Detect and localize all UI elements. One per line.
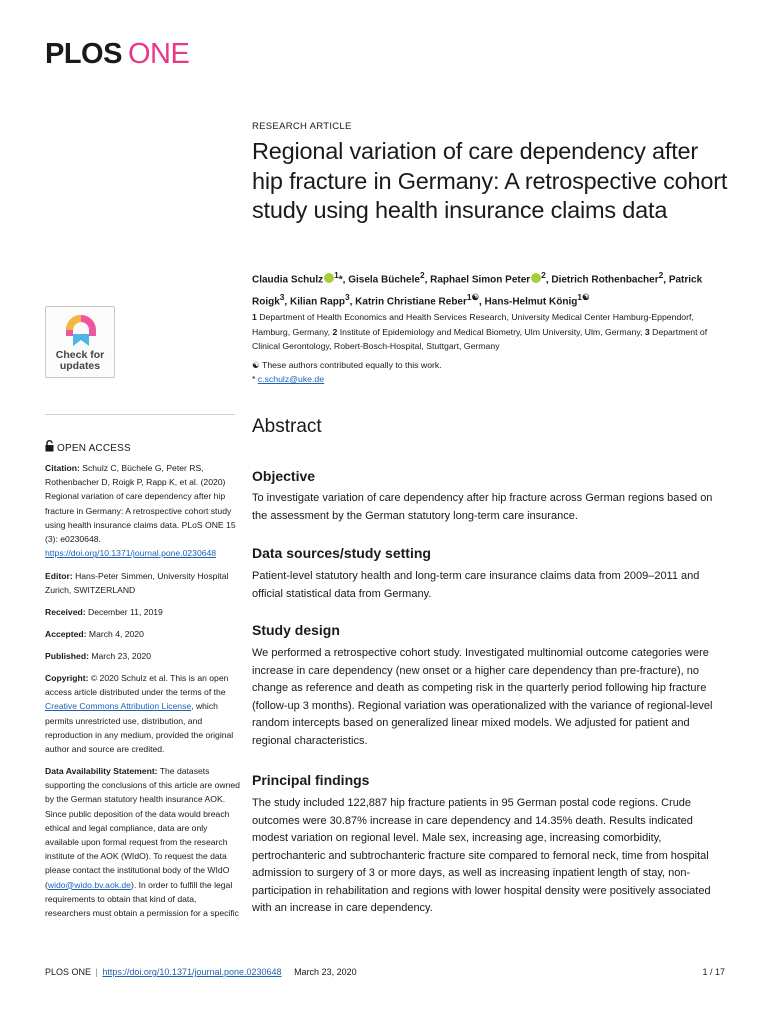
page-footer <box>45 967 725 977</box>
sources-heading: Data sources/study setting <box>252 545 431 561</box>
author-notes <box>252 358 722 386</box>
accepted-block <box>45 627 240 641</box>
data-availability-text-2: ). In order to fulfill the legal requirements to obtain that kind of data, researchers must obtain a permission for a specific <box>45 879 239 919</box>
license-link[interactable]: Creative Commons Attribution License <box>45 701 192 712</box>
journal-logo <box>45 38 189 71</box>
findings-text: The study included 122,887 hip fracture patients in 95 German postal code regions. Crude outcomes were 30.87% increase in care dependency and 14.35% death. Results indicated modest variation on regional level. Male sex, increasing age, increasing comorbidity, pertrochanteric and subtrochanteric fracture site compared to femoral neck, time from hospital admission to surgery of 3 or more days, as well as increasing inpatient length of stay, non-participation in rehabilitation and regions with lower hospital density were positively associated with an increase in care dependency. <box>252 797 711 914</box>
orcid-icon[interactable] <box>531 273 541 283</box>
findings-heading: Principal findings <box>252 772 370 788</box>
data-availability-label: Data Availability Statement: <box>45 766 158 776</box>
design-heading: Study design <box>252 622 340 638</box>
left-divider <box>45 414 235 415</box>
page-number: 1 / 17 <box>702 967 725 977</box>
affil-text: Institute of Epidemiology and Medical Biometry, Ulm University, Ulm, Germany, <box>337 326 645 337</box>
footer-date: March 23, 2020 <box>294 967 357 977</box>
author-list <box>252 267 722 311</box>
open-access-label <box>45 440 131 454</box>
author-affil: 2 <box>658 270 664 280</box>
received-date: December 11, 2019 <box>85 607 163 617</box>
design-text: We performed a retrospective cohort study. Investigated multinomial outcome categories were increase in care dependency (new onset or a higher care dependency than pre-fracture), no change as reference and death as competing risk in the quarterly period following hip fracture (follow-up 3 months). Regional variation was operationalized with the variance of regional-level random intercepts based on generalized linear mixed models. We adjusted for patient and regional characteristics. <box>252 647 713 747</box>
author-name[interactable]: , Gisela Büchele <box>342 274 420 286</box>
corresponding-note <box>252 372 722 386</box>
citation-doi-link[interactable]: https://doi.org/10.1371/journal.pone.0230648 <box>45 548 217 559</box>
corresponding-mark: * <box>338 274 343 286</box>
abstract-heading: Abstract <box>252 416 322 437</box>
accepted-label: Accepted: <box>45 629 87 639</box>
author-affil: 2 <box>419 270 425 280</box>
affil-number: 1 <box>252 312 257 322</box>
author-affil: 1 <box>334 270 339 280</box>
author-affil: 1☯ <box>577 291 590 302</box>
journal-logo-one: ONE <box>127 38 190 70</box>
author-name[interactable]: , Hans-Helmut König <box>479 296 578 308</box>
published-block <box>45 649 240 663</box>
badge-line-1: Check for <box>55 349 105 361</box>
citation-label: Citation: <box>45 463 80 473</box>
editor-block <box>45 569 240 597</box>
author-name[interactable]: , Kilian Rapp <box>284 296 345 308</box>
author-name[interactable]: , Dietrich Rothenbacher <box>545 274 659 286</box>
journal-logo-plos: PLOS <box>45 38 122 70</box>
author-affil: 2 <box>541 270 546 280</box>
objective-heading: Objective <box>252 468 316 484</box>
copyright-block <box>45 671 240 756</box>
author-name[interactable]: , Katrin Christiane Reber <box>349 296 467 308</box>
badge-line-2: updates <box>59 360 101 372</box>
data-availability-text-1: The datasets supporting the conclusions of this article are owned by the German statutory health insurance AOK. Since public deposition of the data would breach ethical and legal compliance, data are only available upon formal request from the research institute of the AOK (WIdO). To request the data please contact the institutional body of the WIdO ( <box>45 766 240 890</box>
editor-label: Editor: <box>45 571 73 581</box>
published-label: Published: <box>45 651 89 661</box>
copyright-text-1: © 2020 Schulz et al. This is an open access article distributed under the terms of the <box>45 673 229 698</box>
published-date: March 23, 2020 <box>88 651 152 661</box>
received-block <box>45 605 240 619</box>
accepted-date: March 4, 2020 <box>86 629 144 639</box>
copyright-label: Copyright: <box>45 673 89 683</box>
footer-doi-link[interactable]: https://doi.org/10.1371/journal.pone.0230648 <box>102 967 282 977</box>
author-affil: 3 <box>344 291 350 302</box>
affil-text: Department of Health Economics and Health Services Research, University Medical Center Hamburg-Eppendorf, Hamburg, Germany, <box>252 312 694 337</box>
sources-text: Patient-level statutory health and long-term care insurance claims data from 2009–2011 and official statistical data from Germany. <box>252 570 700 600</box>
data-availability-block <box>45 764 240 920</box>
footer-separator: | <box>95 967 98 977</box>
crossmark-icon <box>63 312 99 350</box>
copyright-text-2: , which permits unrestricted use, distribution, and reproduction in any medium, provided the original author and source are credited. <box>45 701 234 755</box>
author-affil: 3 <box>279 291 285 302</box>
wido-email-link[interactable]: wido@wido.bv.aok.de <box>47 879 131 890</box>
citation-text: Schulz C, Büchele G, Peter RS, Rothenbacher D, Roigk P, Rapp K, et al. (2020) Regional variation of care dependency after hip fracture in Germany: A retrospective cohort study using health insurance claims data. PLoS ONE 15 (3): e0230648. <box>45 463 236 545</box>
author-name[interactable]: Claudia Schulz <box>252 274 324 286</box>
open-lock-icon <box>45 440 54 452</box>
author-affil: 1☯ <box>466 291 479 302</box>
affil-number: 2 <box>332 326 338 337</box>
page-title: Regional variation of care dependency after hip fracture in Germany: A retrospective cohort study using health insurance claims data <box>252 138 728 223</box>
check-for-updates-badge[interactable] <box>45 306 115 378</box>
article-type: RESEARCH ARTICLE <box>252 121 352 132</box>
author-name[interactable]: , Patrick Roigk <box>252 274 703 308</box>
footer-journal: PLOS ONE <box>45 967 92 977</box>
corresponding-mark: * <box>252 374 258 384</box>
objective-text: To investigate variation of care dependency after hip fracture across German regions based on the assessment by the German statutory long-term care insurance. <box>252 492 713 522</box>
equal-contribution-note: ☯ These authors contributed equally to this work. <box>252 360 442 370</box>
open-access-text: OPEN ACCESS <box>57 443 131 454</box>
author-name[interactable]: , Raphael Simon Peter <box>424 274 531 286</box>
editor-text: Hans-Peter Simmen, University Hospital Zurich, SWITZERLAND <box>45 571 229 596</box>
orcid-icon[interactable] <box>324 273 334 283</box>
affiliations <box>252 310 722 354</box>
affil-text: Department of Clinical Gerontology, Robert-Bosch-Hospital, Stuttgart, Germany <box>252 326 708 351</box>
citation-block <box>45 461 240 560</box>
affil-number: 3 <box>644 326 650 337</box>
received-label: Received: <box>45 607 86 617</box>
corresponding-email-link[interactable]: c.schulz@uke.de <box>257 374 325 384</box>
